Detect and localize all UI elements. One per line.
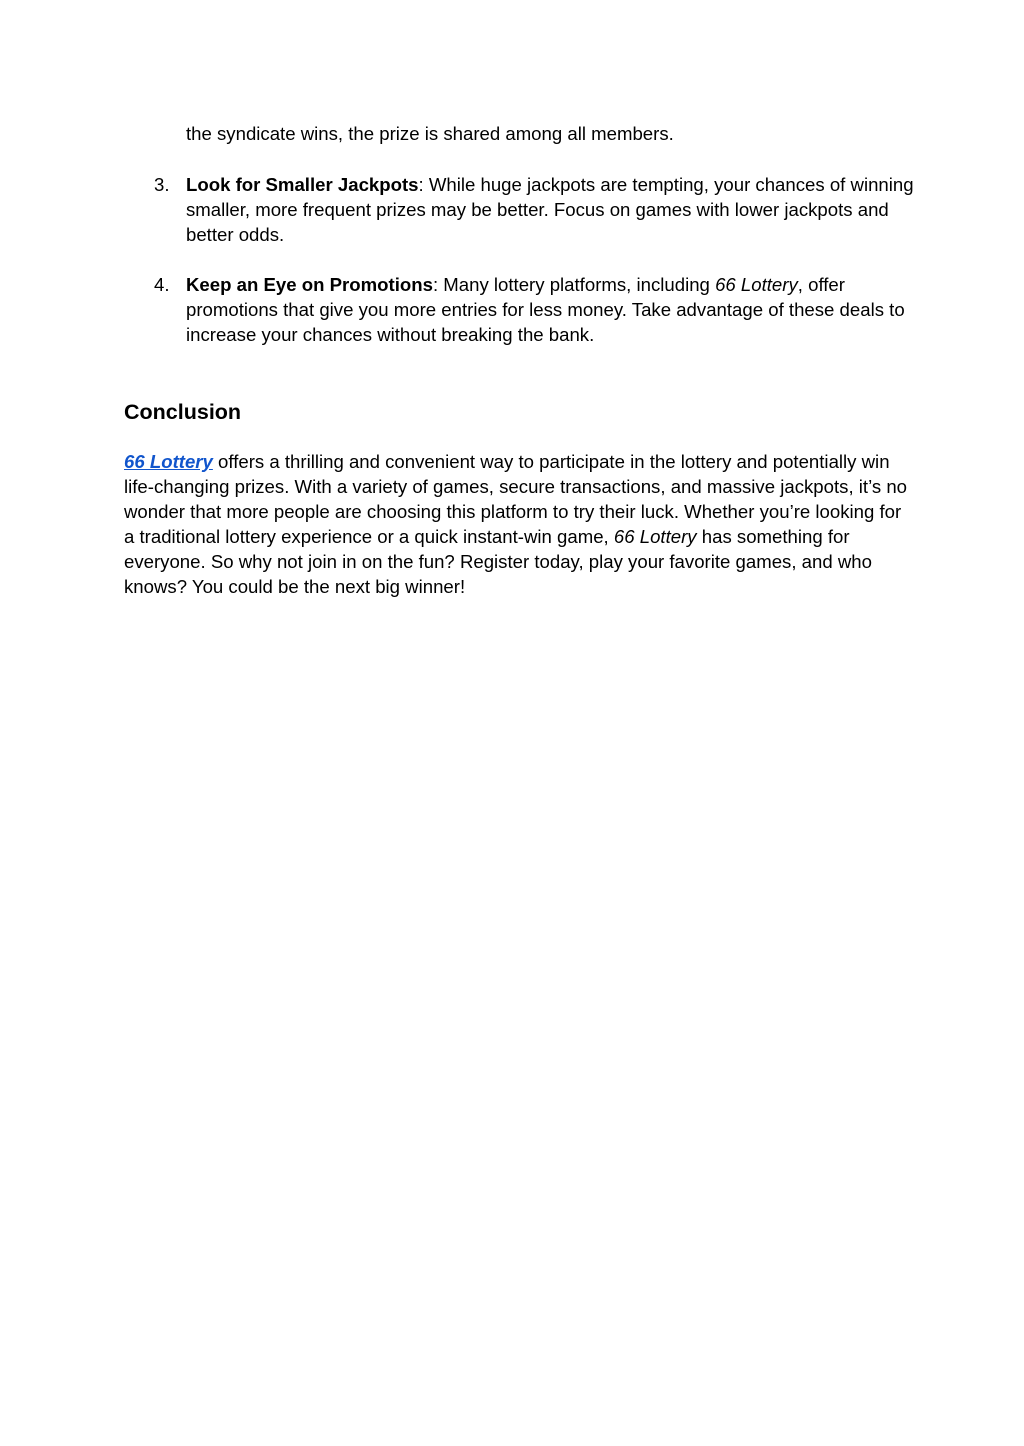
conclusion-heading: Conclusion bbox=[124, 400, 242, 424]
brand-name-italic: 66 Lottery bbox=[715, 274, 798, 295]
list-item-text: : Many lottery platforms, including bbox=[432, 274, 716, 295]
list-number: 4. bbox=[154, 274, 170, 295]
list-item-4 bbox=[124, 272, 914, 347]
conclusion-paragraph bbox=[124, 449, 914, 599]
continuation-paragraph: the syndicate wins, the prize is shared among all members. bbox=[186, 123, 674, 144]
66-lottery-link[interactable]: 66 Lottery bbox=[124, 451, 213, 472]
list-item-text: : While huge jackpots are tempting, your chances of winning smaller, more frequent prizes may be better. Focus on games with lower jackpots and better odds. bbox=[186, 174, 914, 245]
list-item-text: , offer promotions that give you more entries for less money. Take advantage of these deals to increase your chances without breaking the bank. bbox=[186, 274, 905, 345]
list-item-title: Keep an Eye on Promotions bbox=[186, 274, 433, 295]
list-number: 3. bbox=[154, 174, 170, 195]
brand-name-italic: 66 Lottery bbox=[613, 526, 697, 547]
list-item-title: Look for Smaller Jackpots bbox=[186, 174, 419, 195]
conclusion-text: has something for everyone. So why not join in on the fun? Register today, play your favorite games, and who knows? You could be the next big winner! bbox=[124, 526, 872, 597]
list-item-3 bbox=[124, 172, 914, 247]
conclusion-text: offers a thrilling and convenient way to participate in the lottery and potentially win life-changing prizes. With a variety of games, secure transactions, and massive jackpots, it’s no wonder that more people are choosing this platform to try their luck. Whether you’re looking for a traditional lottery experience or a quick instant-win game, bbox=[124, 451, 908, 547]
document-content bbox=[124, 121, 914, 599]
